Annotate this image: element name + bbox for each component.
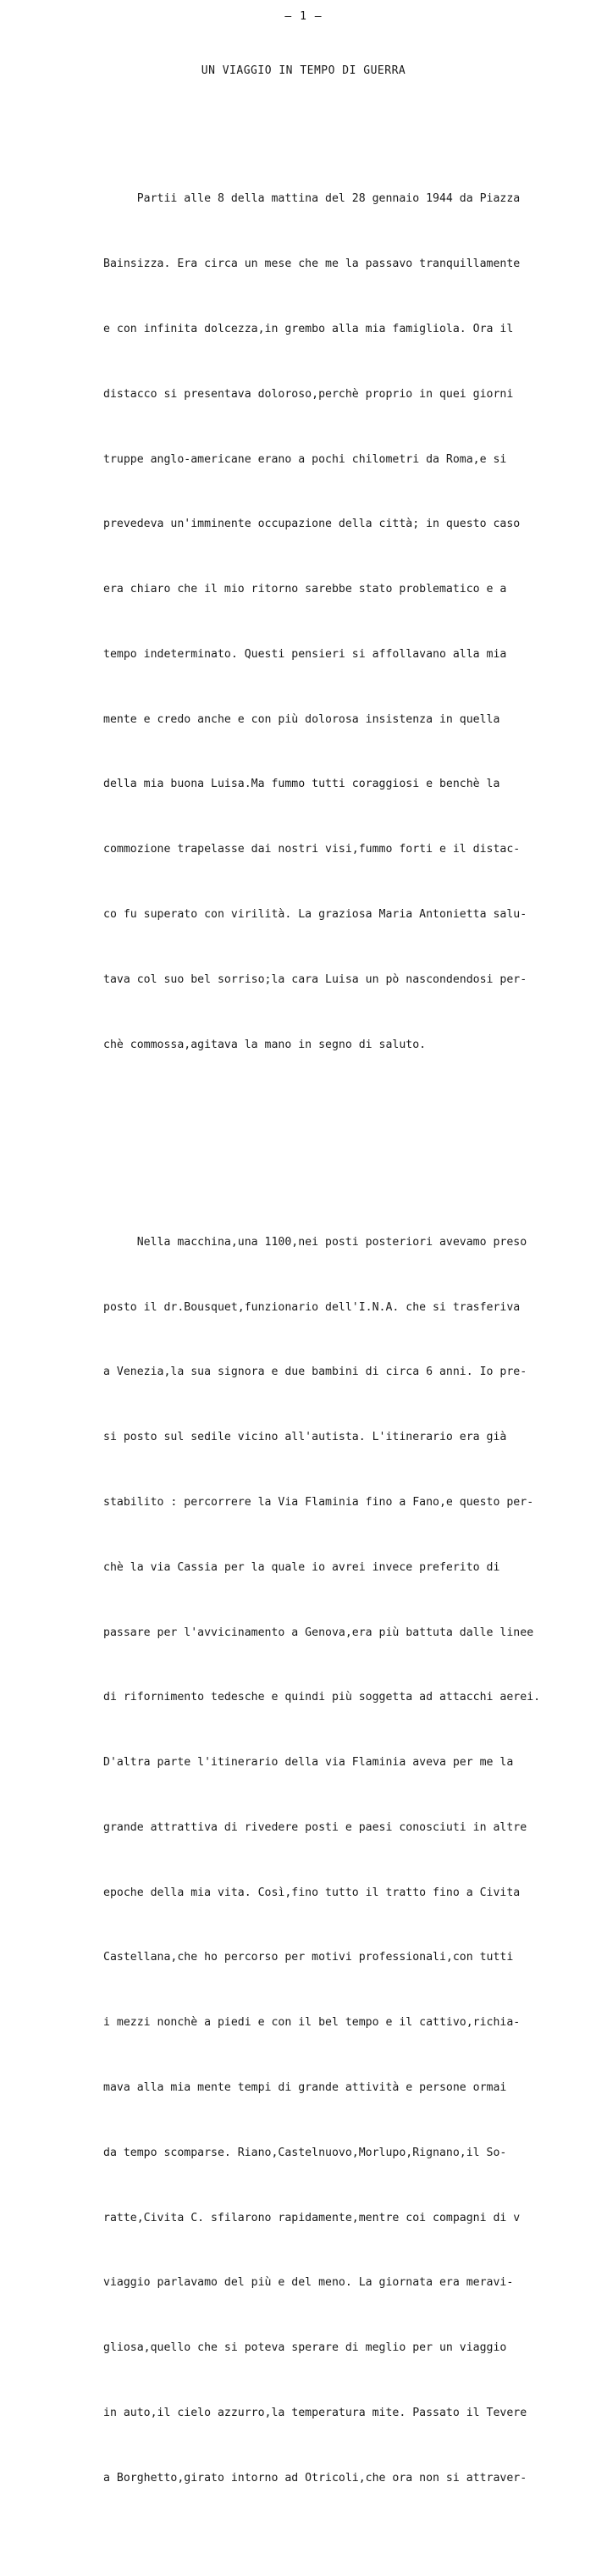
document-body [103, 102, 603, 2576]
text-line: chè commossa,agitava la mano in segno di saluto. [103, 1038, 427, 1051]
text-line: mava alla mia mente tempi di grande attività e persone ormai [103, 2081, 507, 2095]
text-line: prevedeva un'imminente occupazione della città; in questo caso [103, 518, 521, 531]
text-line: da tempo scomparse. Riano,Castelnuovo,Morlupo,Rignano,il So- [103, 2146, 507, 2159]
text-line: viaggio parlavamo del più e del meno. La giornata era meravi- [103, 2276, 514, 2290]
text-line: a Borghetto,girato intorno ad Otricoli,che ora non si attraver- [103, 2471, 527, 2485]
document-title: UN VIAGGIO IN TEMPO DI GUERRA [201, 64, 406, 77]
paragraph-gap [103, 1143, 603, 1145]
text-line: co fu superato con virilità. La graziosa Maria Antonietta salu- [103, 907, 527, 921]
paragraph-1 [103, 145, 603, 1099]
text-line: a Venezia,la sua signora e due bambini di circa 6 anni. Io pre- [103, 1366, 527, 1379]
text-line: di rifornimento tedesche e quindi più soggetta ad attacchi aerei. [103, 1691, 541, 1704]
text-line: Castellana,che ho percorso per motivi professionali,con tutti [103, 1951, 514, 1964]
text-line: chè la via Cassia per la quale io avrei invece preferito di [103, 1560, 500, 1574]
text-line: tempo indeterminato. Questi pensieri si affollavano alla mia [103, 647, 507, 661]
text-line: passare per l'avvicinamento a Genova,era più battuta dalle linee [103, 1626, 534, 1639]
text-line: distacco si presentava doloroso,perchè proprio in quei giorni [103, 387, 514, 401]
text-line: Partii alle 8 della mattina del 28 gennaio 1944 da Piazza [103, 192, 521, 206]
text-line: posto il dr.Bousquet,funzionario dell'I.N.A. che si trasferiva [103, 1300, 521, 1314]
text-line: epoche della mia vita. Così,fino tutto il tratto fino a Civita [103, 1886, 521, 1899]
text-line: e con infinita dolcezza,in grembo alla mia famigliola. Ora il [103, 322, 514, 335]
text-line: mente e credo anche e con più dolorosa insistenza in quella [103, 712, 500, 726]
text-line: Nella macchina,una 1100,nei posti posteriori avevamo preso [103, 1235, 527, 1249]
page-number: — 1 — [284, 10, 323, 23]
text-line: truppe anglo-americane erano a pochi chilometri da Roma,e si [103, 452, 507, 466]
text-line: gliosa,quello che si poteva sperare di meglio per un viaggio [103, 2341, 507, 2355]
text-line: ratte,Civita C. sfilarono rapidamente,mentre coi compagni di v [103, 2211, 521, 2224]
text-line: era chiaro che il mio ritorno sarebbe stato problematico e a [103, 583, 507, 596]
text-line: i mezzi nonchè a piedi e con il bel tempo e il cattivo,richia- [103, 2016, 521, 2030]
text-line: tava col suo bel sorriso;la cara Luisa un pò nascondendosi per- [103, 972, 527, 986]
text-line: si posto sul sedile vicino all'autista. L'itinerario era già [103, 1431, 507, 1444]
text-line: grande attrattiva di rivedere posti e paesi conosciuti in altre [103, 1820, 527, 1834]
text-line: stabilito : percorrere la Via Flaminia fino a Fano,e questo per- [103, 1496, 534, 1509]
text-line: Bainsizza. Era circa un mese che me la passavo tranquillamente [103, 258, 521, 271]
text-line: della mia buona Luisa.Ma fummo tutti coraggiosi e benchè la [103, 778, 500, 791]
text-line: D'altra parte l'itinerario della via Flaminia aveva per me la [103, 1756, 514, 1770]
text-line: commozione trapelasse dai nostri visi,fummo forti e il distac- [103, 843, 521, 856]
paragraph-2 [103, 1188, 603, 2533]
text-line: in auto,il cielo azzurro,la temperatura mite. Passato il Tevere [103, 2406, 527, 2419]
